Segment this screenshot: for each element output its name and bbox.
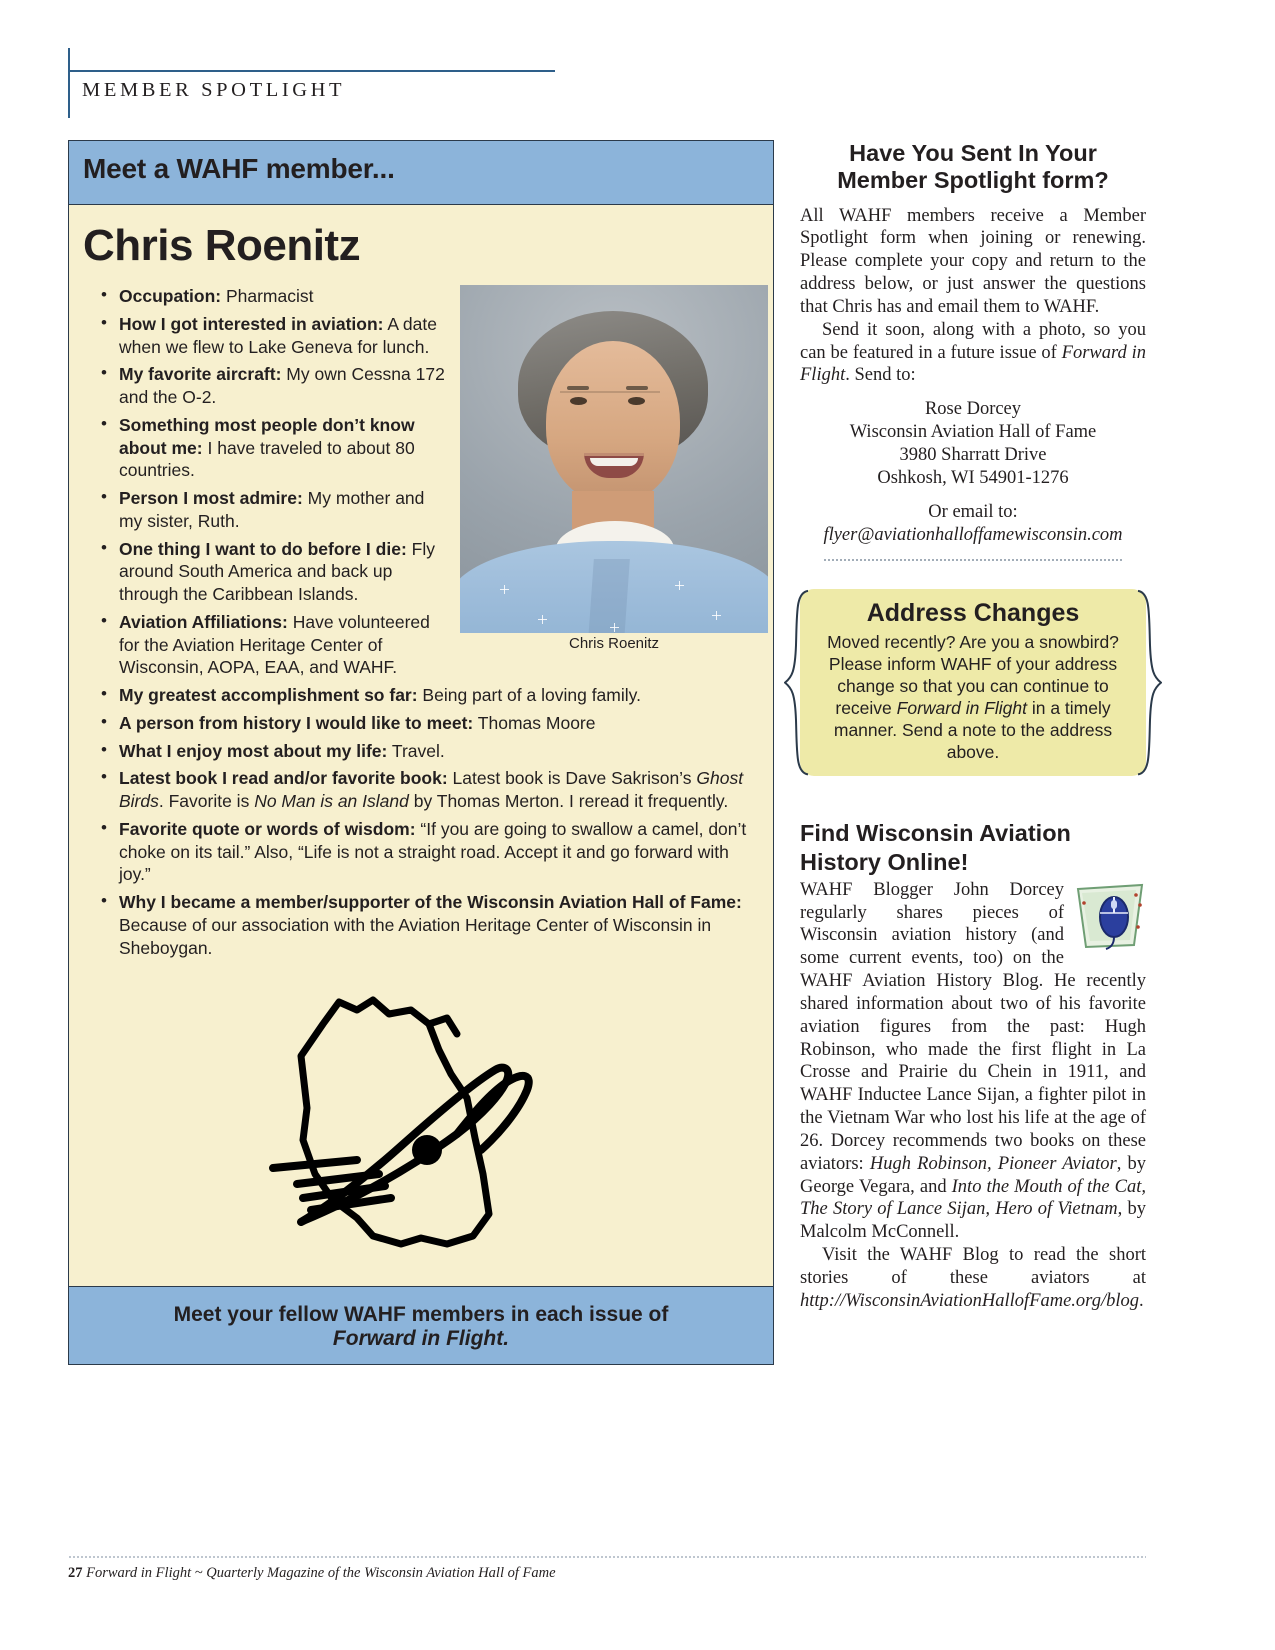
- fh-text-a: WAHF Blogger John Dorcey regularly shares pieces of Wisconsin aviation history (and some current events, too) on the WAHF Aviation History Blog. He recently shared information about two of his favorite aviation figures from the past: Hugh Robinson, who made the first flight in La Crosse and Prairie du Chein in 1911, and WAHF Inductee Lance Sijan, a fighter pilot in the Vietnam War who lost his life at the age of 26. Dorcey recommends two books on these aviators:: [800, 879, 1146, 1174]
- bottom-promo-line2: Forward in Flight.: [332, 1327, 510, 1351]
- para2-post: . Send to:: [845, 365, 916, 386]
- spotlight-paragraph-2: [800, 319, 1146, 388]
- fact-text: Thomas Moore: [473, 712, 596, 733]
- fh-text-b: , by George Vegara, and: [800, 1153, 1147, 1197]
- page-number: 27: [68, 1565, 83, 1581]
- fact-label: Latest book I read and/or favorite book:: [119, 768, 448, 789]
- brace-right-icon: [1136, 589, 1162, 776]
- fact-label: A person from history I would like to meet:: [119, 712, 474, 733]
- fact-text: by Thomas Merton. I reread it frequently.: [408, 791, 729, 811]
- footer-divider: [68, 1556, 1146, 1558]
- address-changes-callout: [800, 589, 1146, 776]
- fh-text-c: , by Malcolm McConnell.: [800, 1199, 1147, 1243]
- find-history-section: [800, 820, 1146, 1313]
- fact-text: My own Cessna 172 and the O-2.: [119, 364, 445, 407]
- photo-caption: Chris Roenitz: [568, 635, 660, 652]
- email-address[interactable]: flyer@aviationhalloffamewisconsin.com: [823, 524, 1123, 545]
- fact-label: Aviation Affiliations:: [119, 611, 288, 632]
- meet-member-band: [69, 141, 773, 205]
- blog-url[interactable]: http://WisconsinAviationHallofFame.org/blog: [800, 1290, 1139, 1311]
- list-item: [103, 487, 759, 533]
- find-history-paragraph-2: [800, 1244, 1146, 1313]
- fact-label: What I enjoy most about my life:: [119, 740, 388, 761]
- footer-caption: Forward in Flight ~ Quarterly Magazine of the Wisconsin Aviation Hall of Fame: [82, 1565, 556, 1581]
- address-line: Oshkosh, WI 54901-1276: [877, 468, 1069, 489]
- fact-label: My favorite aircraft:: [119, 364, 282, 385]
- fact-text: Travel.: [387, 740, 445, 761]
- spotlight-heading-line2: Member Spotlight form?: [837, 167, 1109, 194]
- bottom-promo-band: [69, 1286, 773, 1364]
- spotlight-heading-line1: Have You Sent In Your: [849, 140, 1097, 166]
- header-vertical-rule: [68, 48, 70, 118]
- list-item: [103, 414, 759, 482]
- bottom-promo-line1: Meet your fellow WAHF members in each issue of: [173, 1303, 669, 1327]
- fact-label: How I got interested in aviation:: [119, 313, 384, 334]
- list-item: [103, 712, 759, 735]
- wisconsin-plane-illustration: [69, 974, 773, 1286]
- fact-text: My mother and my sister, Ruth.: [119, 488, 425, 531]
- ac-body-pre: Moved recently? Are you a snowbird? Please inform WAHF of your address change so that you can continue to receive: [827, 631, 1119, 719]
- list-item: [103, 684, 759, 707]
- list-item: [103, 313, 759, 359]
- fact-text: Being part of a loving family.: [417, 685, 641, 705]
- para2-pre: Send it soon, along with a photo, so you can be featured in a future issue of: [800, 319, 1146, 363]
- fact-text: Because of our association with the Aviation Heritage Center of Wisconsin in Sheboygan.: [119, 914, 712, 958]
- fact-label: Occupation:: [119, 286, 222, 306]
- list-item: [103, 740, 759, 763]
- address-line: 3980 Sharratt Drive: [899, 445, 1047, 466]
- find-history-heading-line1: Find Wisconsin Aviation: [800, 820, 1071, 847]
- member-spotlight-panel: [68, 140, 774, 1365]
- find-history-heading-line2: History Online!: [800, 849, 969, 876]
- meet-member-title: Meet a WAHF member...: [83, 153, 395, 184]
- page-kicker: MEMBER SPOTLIGHT: [82, 79, 346, 101]
- member-name: Chris Roenitz: [83, 221, 361, 270]
- fact-label: Favorite quote or words of wisdom:: [119, 818, 416, 839]
- member-facts-list: [69, 279, 773, 974]
- fact-text: Latest book is Dave Sakrison’s: [447, 768, 697, 789]
- address-line: Wisconsin Aviation Hall of Fame: [849, 422, 1097, 443]
- list-item: [103, 891, 759, 959]
- wisconsin-airplane-sketch-icon: [261, 988, 581, 1273]
- address-line: Rose Dorcey: [924, 399, 1022, 420]
- computer-mouse-icon: [1072, 883, 1146, 951]
- fact-text: Have volunteered for the Aviation Heritage Center of Wisconsin, AOPA, EAA, and WAHF.: [119, 611, 430, 678]
- header-horizontal-rule: [68, 70, 555, 72]
- fact-label: My greatest accomplishment so far:: [119, 685, 418, 705]
- list-item: [103, 611, 759, 679]
- sidebar: [800, 140, 1146, 1313]
- computer-mouse-glyph-icon: [1072, 883, 1146, 951]
- fact-text: I have traveled to about 80 countries.: [119, 437, 415, 481]
- fact-text: . Favorite is: [158, 791, 255, 811]
- fh2-post: .: [1138, 1290, 1144, 1311]
- book-title: Into the Mouth of the Cat, The Story of Lance Sijan, Hero of Vietnam: [800, 1176, 1146, 1220]
- fh2-pre: Visit the WAHF Blog to read the short stories of these aviators at: [800, 1245, 1146, 1288]
- magazine-title: Forward in Flight: [896, 698, 1027, 719]
- mailing-address: [800, 398, 1146, 490]
- fact-book-title: No Man is an Island: [254, 791, 409, 811]
- spotlight-form-heading: [800, 140, 1146, 195]
- fact-text: Pharmacist: [221, 286, 314, 306]
- list-item: [103, 363, 759, 409]
- dotted-divider: [823, 559, 1123, 561]
- fact-label: One thing I want to do before I die:: [119, 538, 407, 559]
- fact-book-title: Ghost Birds: [119, 768, 744, 811]
- list-item: [103, 767, 759, 813]
- page-footer: [68, 1556, 1146, 1582]
- fact-label: Something most people don’t know about me:: [119, 414, 415, 458]
- spotlight-paragraph-1: All WAHF members receive a Member Spotlight form when joining or renewing. Please complete your copy and return to the address below, or just answer the questions that Chris has and email them to WAHF.: [800, 205, 1146, 317]
- list-item: [103, 538, 759, 606]
- email-block: [800, 501, 1146, 547]
- book-title: Hugh Robinson, Pioneer Aviator: [869, 1153, 1117, 1174]
- footer-text: [68, 1565, 1146, 1582]
- airplane-hub: [412, 1135, 442, 1165]
- page-header: [68, 48, 1146, 118]
- list-item: [103, 818, 759, 886]
- address-changes-body: [820, 631, 1126, 763]
- address-changes-title: Address Changes: [866, 598, 1080, 627]
- ac-body-post: in a timely manner. Send a note to the address above.: [833, 698, 1113, 763]
- fact-text: “If you are going to swallow a camel, don’t choke on its tail.” Also, “Life is not a straight road. Accept it and go forward with joy.”: [119, 818, 747, 885]
- magazine-title: Forward in Flight: [800, 342, 1146, 386]
- list-item: [103, 285, 759, 308]
- fact-label: Person I most admire:: [119, 488, 303, 508]
- email-label: Or email to:: [928, 502, 1018, 522]
- fact-text: Fly around South America and back up through the Caribbean Islands.: [119, 538, 435, 604]
- brace-left-icon: [784, 589, 810, 776]
- fact-label: Why I became a member/supporter of the Wisconsin Aviation Hall of Fame:: [119, 892, 742, 912]
- fact-text: A date when we flew to Lake Geneva for lunch.: [119, 313, 437, 357]
